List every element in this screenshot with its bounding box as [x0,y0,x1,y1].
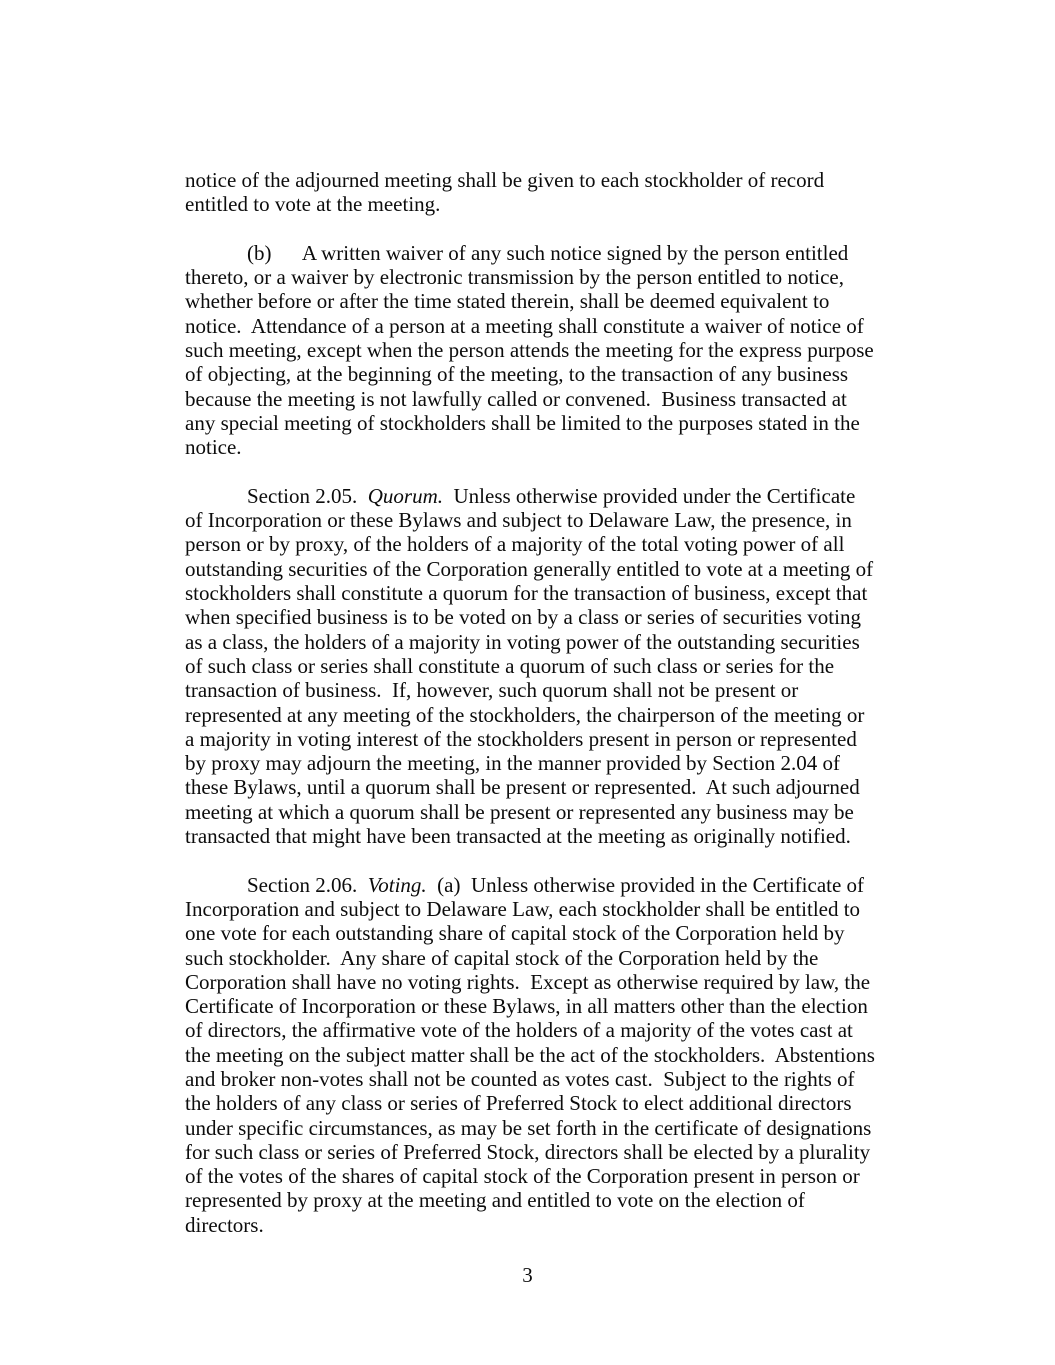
section-title-italic: Voting. [367,872,427,897]
document-body [185,168,881,1261]
page-footer [0,1263,1055,1287]
text-run: Unless otherwise provided under the Certificate of Incorporation or these Bylaws and subject to Delaware Law, the presence, in person or by proxy, of the holders of a majority of the total voting power of all outstanding securities of the Corporation generally entitled to vote at a meeting of stockholders shall constitute a quorum for the transaction of business, except that when specified business is to be voted on by a class or series of securities voting as a class, the holders of a majority in voting power of the outstanding securities of such class or series shall constitute a quorum of such class or series for the transaction of business. If, however, such quorum shall not be present or represented at any meeting of the stockholders, the chairperson of the meeting or a majority in voting interest of the stockholders present in person or represented by proxy may adjourn the meeting, in the manner provided by Section 2.04 of these Bylaws, until a quorum shall be present or represented. At such adjourned meeting at which a quorum shall be present or represented any business may be transacted that might have been transacted at the meeting as originally notified. [185,483,879,849]
text-run: Section 2.05. [247,483,368,508]
paragraph-1 [185,168,875,217]
text-run: (a) Unless otherwise provided in the Certificate of Incorporation and subject to Delaware Law, each stockholder shall be entitled to one vote for each outstanding share of capital stock of the Corporation held by such stockholder. Any share of capital stock of the Corporation held by the Corporation shall have no voting rights. Except as otherwise required by law, the Certificate of Incorporation or these Bylaws, in all matters other than the election of directors, the affirmative vote of the holders of a majority of the votes cast at the meeting on the subject matter shall be the act of the stockholders. Abstentions and broker non-votes shall not be counted as votes cast. Subject to the rights of the holders of any class or series of Preferred Stock to elect additional directors under specific circumstances, as may be set forth in the certificate of designations for such class or series of Preferred Stock, directors shall be elected by a plurality of the votes of the shares of capital stock of the Corporation present in person or represented by proxy at the meeting and entitled to vote on the election of directors. [185,872,881,1237]
paragraph-2 [185,240,879,460]
text-run: notice of the adjourned meeting shall be given to each stockholder of record entitled to vote at the meeting. [185,168,830,217]
paragraph-4 [185,872,881,1237]
page-number: 3 [522,1263,533,1287]
section-title-italic: Quorum. [367,483,444,508]
text-run: (b) A written waiver of any such notice signed by the person entitled thereto, or a waiver by electronic transmission by the person entitled to notice, whether before or after the time stated therein, shall be deemed equivalent to notice. Attendance of a person at a meeting shall constitute a waiver of notice of such meeting, except when the person attends the meeting for the express purpose of objecting, at the beginning of the meeting, to the transaction of any business because the meeting is not lawfully called or convened. Business transacted at any special meeting of stockholders shall be limited to the purposes stated in the notice. [185,240,879,460]
paragraph-3 [185,483,879,849]
text-run: Section 2.06. [247,872,368,897]
